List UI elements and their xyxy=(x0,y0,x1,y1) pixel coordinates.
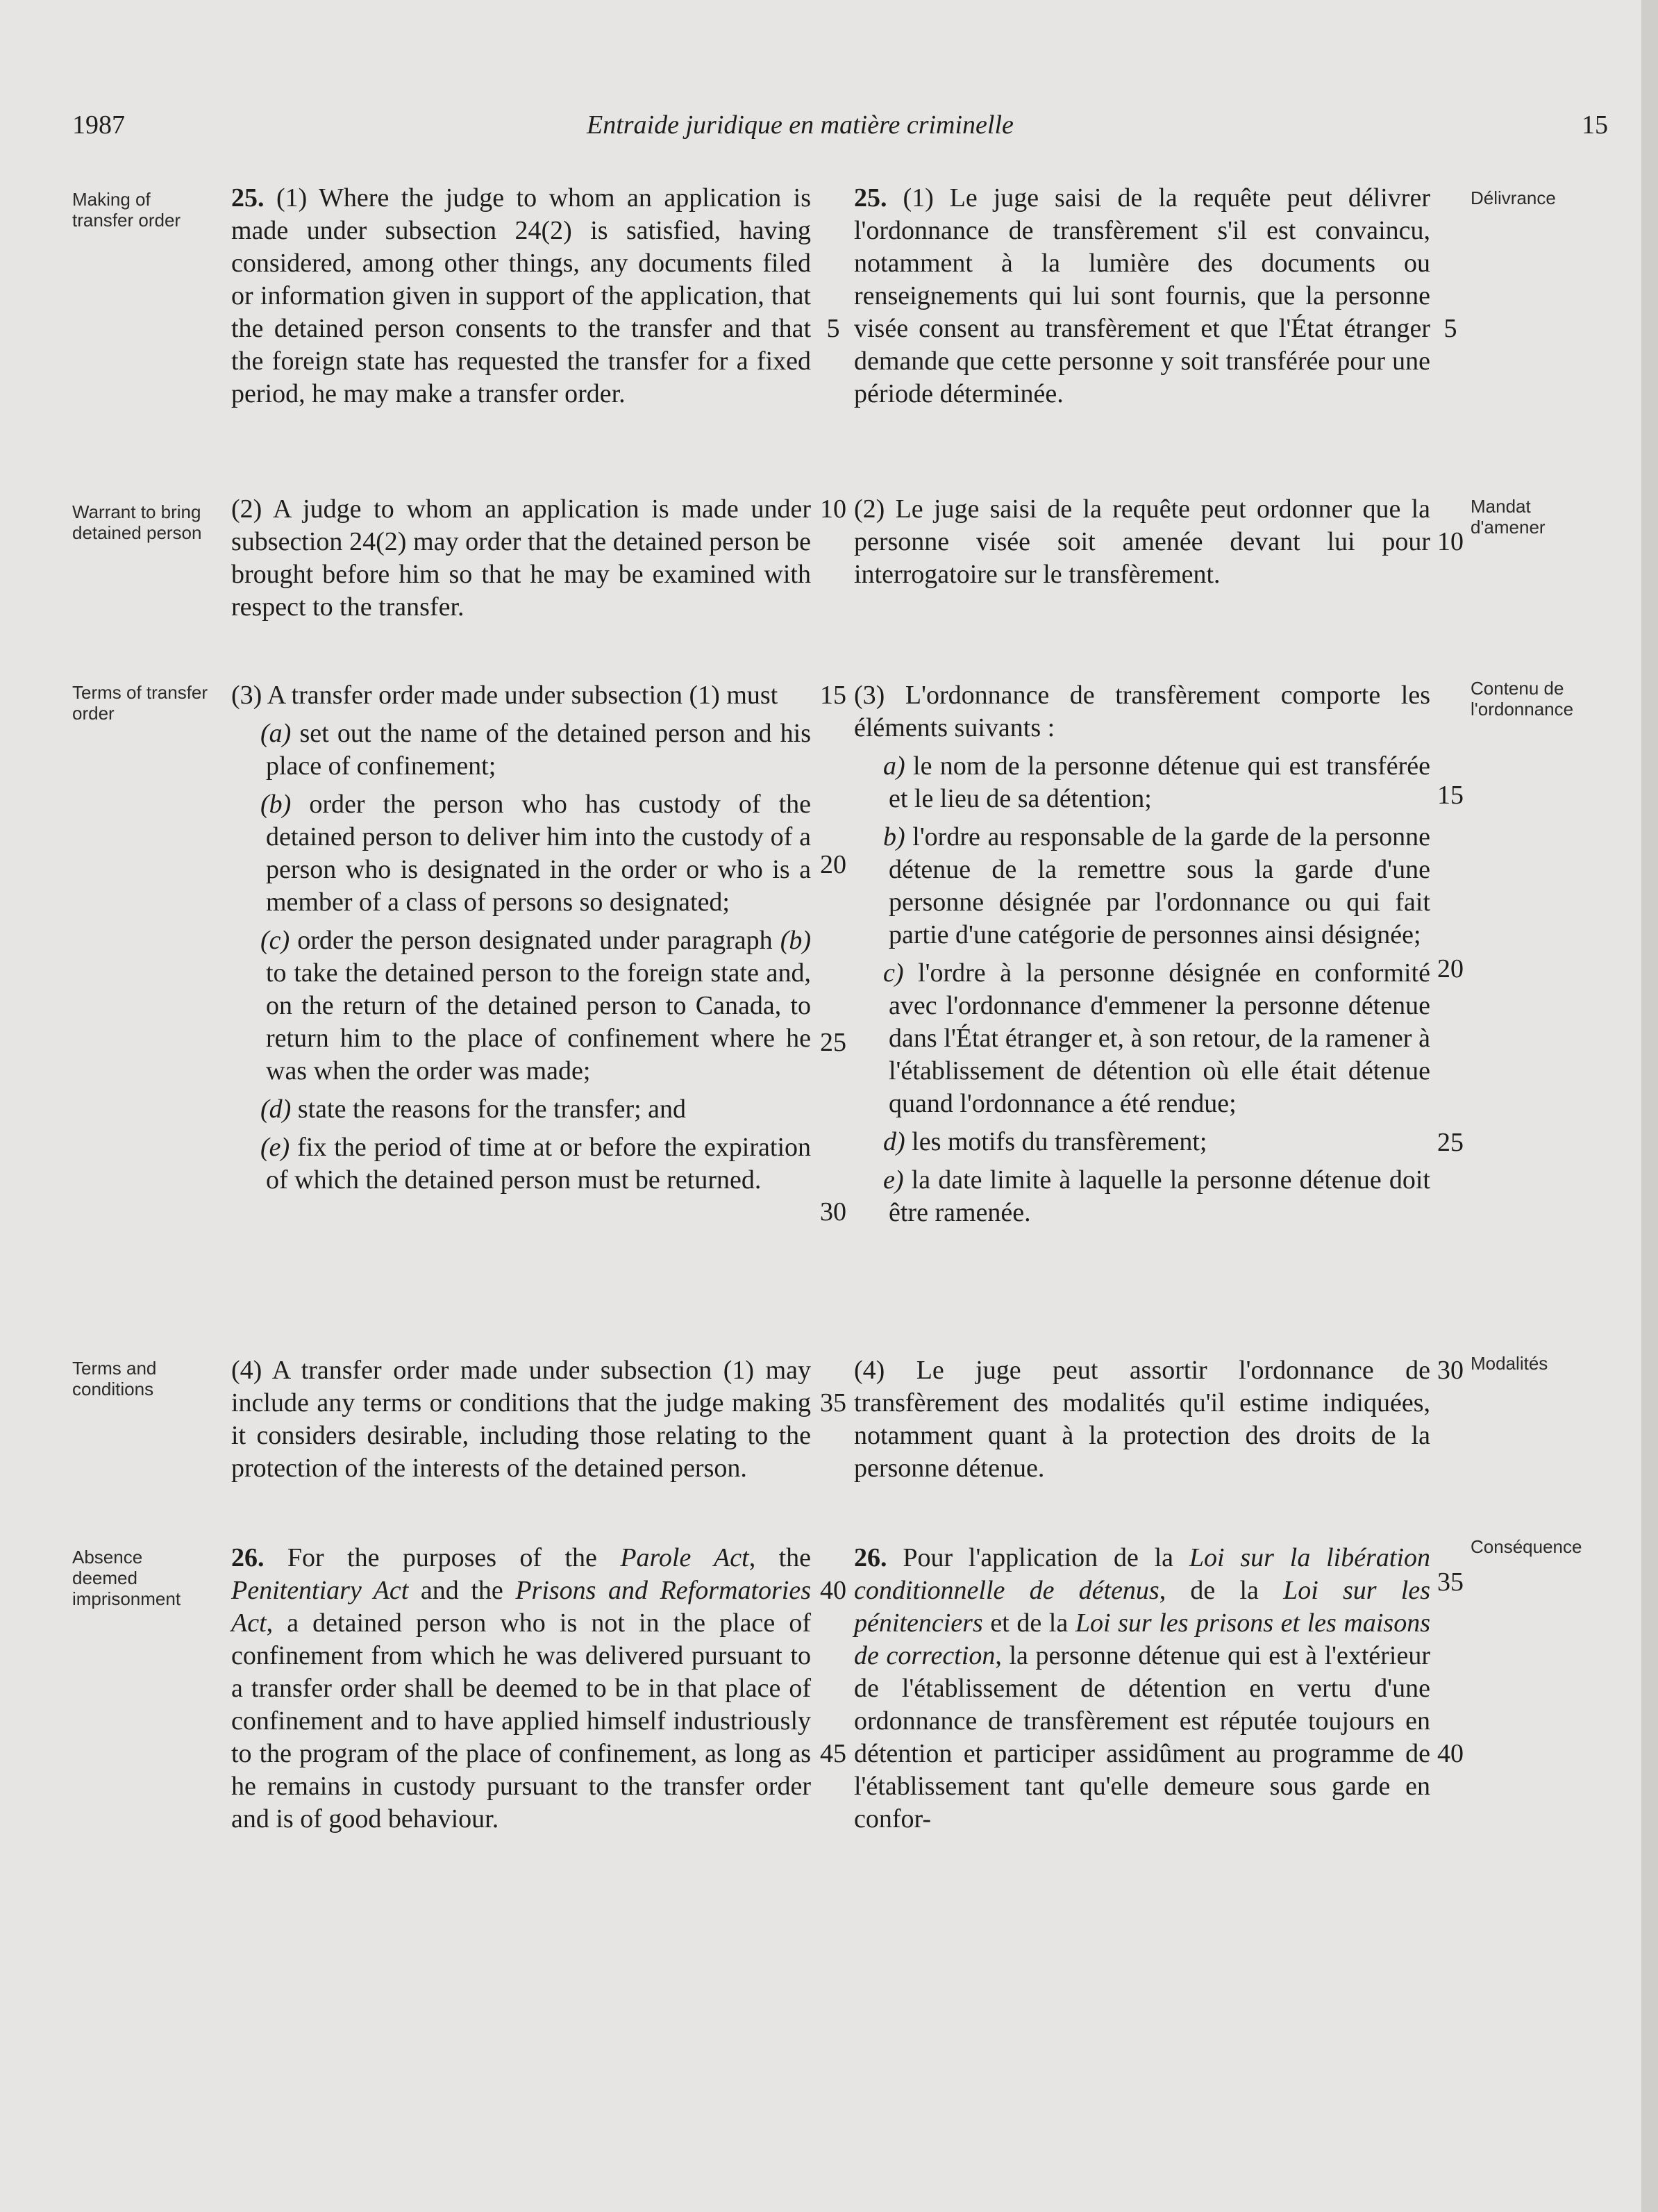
french-s25-2 xyxy=(854,493,1430,591)
list-item: (b) order the person who has custody of the detained person to deliver him into the custody of a person who is designated in the order or who is a member of a class of persons so designated; xyxy=(260,790,812,917)
list-item: (d) state the reasons for the transfer; and xyxy=(260,1095,687,1124)
french-s25-3 xyxy=(854,679,1430,1229)
section-number: 25. xyxy=(231,183,265,213)
paragraph-text: (3) L'ordonnance de transfèrement comporte les éléments suivants : xyxy=(854,681,1430,742)
margin-note-terms-conditions: Terms and conditions xyxy=(72,1358,157,1399)
header-year: 1987 xyxy=(72,110,125,140)
page-number: 15 xyxy=(1582,110,1608,140)
list-item: d) les motifs du transfèrement; xyxy=(883,1127,1207,1156)
paragraph-text: (1) Where the judge to whom an application is made under subsection 24(2) is satisfied, having considered, among other things, any documents filed or information given in support of the application, that the detained person consents to the transfer and that the foreign state has requested the transfer for a fixed period, he may make a transfer order. xyxy=(231,183,811,408)
margin-note-making-order: Making of transfer order xyxy=(72,189,181,231)
english-s25-4 xyxy=(231,1354,811,1485)
paragraph-text: (2) Le juge saisi de la requête peut ordonner que la personne visée soit amenée devant lui pour interrogatoire sur le transfèrement. xyxy=(854,494,1430,589)
paragraph-text: (1) Le juge saisi de la requête peut délivrer l'ordonnance de transfèrement s'il est convaincu, notamment à la lumière des documents ou renseignements qui lui sont fournis, que la personne visée consent au transfèrement et que l'État étranger demande que cette personne y soit transférée pour une période déterminée. xyxy=(854,183,1430,408)
page-edge xyxy=(1641,0,1658,2212)
french-s26: 26. Pour l'application de la Loi sur la libération conditionnelle de détenus, de la Loi sur les pénitenciers et de la Loi sur les prisons et les maisons de correction, la personne détenue qui est à l'extérieur de l'établissement de détention en vertu d'une ordonnance de transfèrement est réputée toujours en détention et participer assidûment au programme de l'établissement tant qu'elle demeure sous garde en confor- xyxy=(854,1543,1431,1833)
margin-note-contenu: Contenu de l'ordonnance xyxy=(1471,678,1574,720)
line-number: 30 xyxy=(820,1197,846,1226)
paragraph-text: (2) A judge to whom an application is made under subsection 24(2) may order that the detained person be brought before him so that he may be examined with respect to the transfer. xyxy=(231,494,811,622)
header-title: Entraide juridique en matière criminelle xyxy=(587,110,1014,140)
list-item: (a) set out the name of the detained person and his place of confinement; xyxy=(260,719,812,781)
line-number: 45 xyxy=(820,1739,846,1768)
line-number: 15 xyxy=(820,681,846,710)
line-number: 40 xyxy=(1437,1739,1464,1768)
line-number: 10 xyxy=(820,494,846,524)
french-s25-1 xyxy=(854,182,1430,410)
margin-note-absence: Absence deemed imprisonment xyxy=(72,1547,181,1609)
line-number: 15 xyxy=(1437,781,1464,810)
section-number: 25. xyxy=(854,183,887,213)
paragraph-text: (4) A transfer order made under subsection (1) may include any terms or conditions that the judge making it considers desirable, including those relating to the protection of the interests of the detained person. xyxy=(231,1356,811,1483)
line-number: 35 xyxy=(1437,1567,1464,1597)
english-s25-1 xyxy=(231,182,811,410)
list-item: e) la date limite à laquelle la personne détenue doit être ramenée. xyxy=(883,1165,1430,1227)
list-item: a) le nom de la personne détenue qui est transférée et le lieu de sa détention; xyxy=(883,751,1430,813)
line-number: 5 xyxy=(1443,314,1457,343)
line-number: 25 xyxy=(820,1028,846,1057)
paragraph-text: (4) Le juge peut assortir l'ordonnance de transfèrement des modalités qu'il estime indiquées, notamment quant à la protection des droits de la personne détenue. xyxy=(854,1356,1430,1483)
list-item: (e) fix the period of time at or before the expiration of which the detained person must be returned. xyxy=(260,1133,812,1195)
margin-note-mandat: Mandat d'amener xyxy=(1471,496,1546,538)
line-number: 25 xyxy=(1437,1128,1464,1157)
line-number: 20 xyxy=(820,850,846,879)
list-item: b) l'ordre au responsable de la garde de la personne détenue de la remettre sous la garde d'une personne désignée par l'ordonnance ou qui fait partie d'une catégorie de personnes ainsi désignée; xyxy=(883,822,1431,949)
margin-note-warrant: Warrant to bring detained person xyxy=(72,501,202,543)
line-number: 40 xyxy=(820,1576,846,1605)
english-s25-2 xyxy=(231,493,811,624)
french-s25-4 xyxy=(854,1354,1430,1485)
line-number: 5 xyxy=(826,314,840,343)
list-item: c) l'ordre à la personne désignée en conformité avec l'ordonnance d'emmener la personne détenue dans l'État étranger et, à son retour, de la ramener à l'établissement de détention où elle était détenue quand l'ordonnance a été rendue; xyxy=(883,958,1430,1118)
margin-note-modalites: Modalités xyxy=(1471,1353,1548,1374)
line-number: 20 xyxy=(1437,954,1464,983)
paragraph-text: (3) A transfer order made under subsection (1) must xyxy=(231,681,778,710)
line-number: 35 xyxy=(820,1388,846,1417)
list-item: (c) order the person designated under paragraph (b) to take the detained person to the foreign state and, on the return of the detained person to Canada, to return him to the place of confinement where he was when the order was made; xyxy=(260,926,811,1086)
english-s25-3 xyxy=(231,679,811,1197)
margin-note-consequence: Conséquence xyxy=(1471,1536,1582,1557)
margin-note-terms-order: Terms of transfer order xyxy=(72,682,208,724)
english-s26: 26. For the purposes of the Parole Act, the Penitentiary Act and the Prisons and Reformatories Act, a detained person who is not in the place of confinement from which he was delivered pursuant to a transfer order shall be deemed to be in that place of confinement and to have applied himself industriously to the program of the place of confinement, as long as he remains in custody pursuant to the transfer order and is of good behaviour. xyxy=(231,1543,812,1833)
line-number: 30 xyxy=(1437,1356,1464,1385)
line-number: 10 xyxy=(1437,527,1464,556)
margin-note-delivrance: Délivrance xyxy=(1471,188,1556,208)
